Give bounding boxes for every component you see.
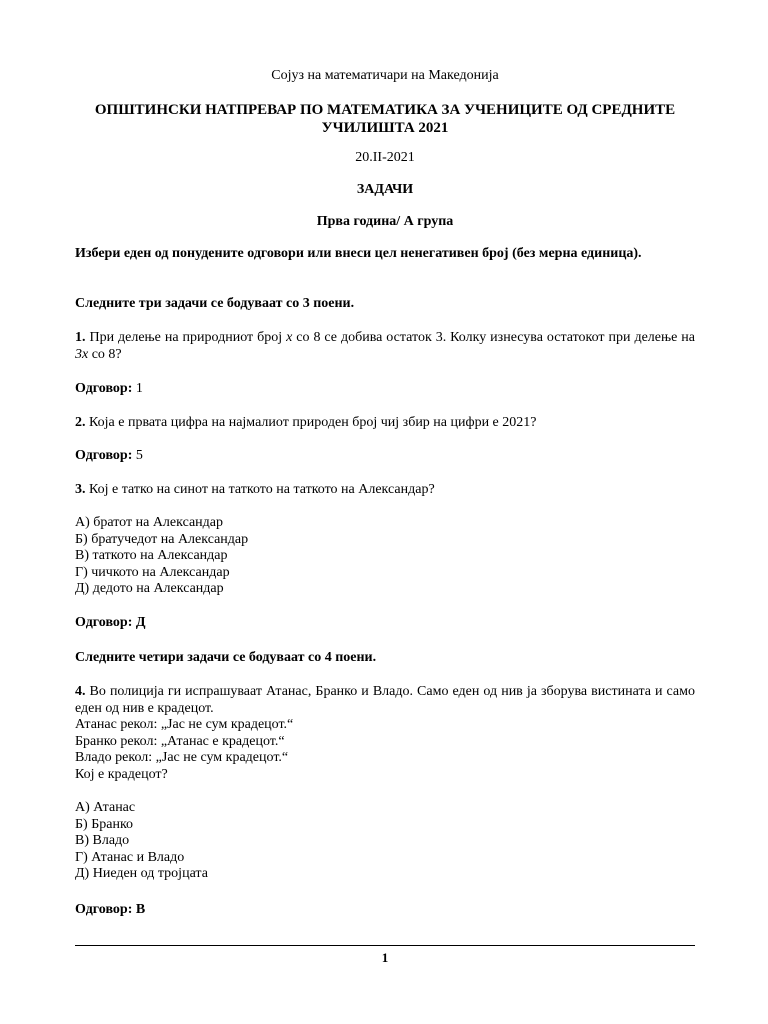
statement-atanas: Атанас рекол: „Јас не сум крадецот.“ [75, 717, 294, 732]
group-heading: Прва година/ А група [316, 214, 454, 229]
math-expression: 3x [75, 346, 89, 362]
footer-divider [75, 945, 695, 946]
option-b: Б) братучедот на Александар [75, 531, 249, 547]
answer-value: Д [135, 615, 146, 630]
problem-number: 2. [75, 415, 86, 430]
statement-branko: Бранко рекол: „Атанас е крадецот.“ [75, 733, 285, 749]
answer-value: В [135, 902, 146, 917]
option-d: Д) дедото на Александар [75, 581, 224, 596]
question-line: Кој е крадецот? [75, 766, 168, 782]
page-number: 1 [381, 950, 389, 965]
problem-3-options [75, 515, 695, 598]
problem-2: 2. Која е првата цифра на најмалиот природен број чиј збир на цифри е 2021? [75, 415, 537, 430]
option-a: А) братот на Александар [75, 515, 224, 530]
option-v: В) Владо [75, 833, 130, 848]
section-heading: ЗАДАЧИ [356, 182, 414, 197]
points-note-4: Следните четири задачи се бодуваат со 4 поени. [75, 650, 377, 665]
organization-name: Сојуз на математичари на Македонија [271, 68, 499, 83]
answer-4 [75, 902, 695, 919]
answer-3 [75, 615, 695, 632]
problem-4-options [75, 800, 695, 883]
instruction-text: Избери еден од понудените одговори или внеси цел ненегативен број (без мерна единица). [75, 246, 642, 261]
document-page [75, 0, 695, 1024]
answer-value: 1 [135, 381, 143, 396]
answer-2 [75, 448, 695, 465]
problem-number: 1. [75, 330, 86, 345]
option-b: Б) Бранко [75, 816, 134, 832]
problem-4: 4. Во полиција ги испрашуваат Атанас, Бранко и Владо. Само еден од нив ја зборува вистината и само еден од нив е крадецот. [75, 684, 695, 716]
math-variable: x [286, 330, 293, 345]
competition-title: ОПШТИНСКИ НАТПРЕВАР ПО МАТЕМАТИКА ЗА УЧЕНИЦИТЕ ОД СРЕДНИТЕ УЧИЛИШТА 2021 [94, 102, 676, 136]
points-note-3: Следните три задачи се бодуваат со 3 поени. [75, 296, 355, 311]
problem-4-statements [75, 717, 695, 783]
option-d: Д) Ниеден од тројцата [75, 866, 208, 881]
answer-label: Одговор: [75, 381, 133, 396]
competition-date: 20.II-2021 [355, 150, 415, 165]
option-a: А) Атанас [75, 800, 136, 815]
problem-3: 3. Кој е татко на синот на таткото на таткото на Александар? [75, 482, 435, 497]
answer-value: 5 [135, 448, 143, 463]
answer-label: Одговор: [75, 448, 133, 463]
answer-1 [75, 381, 695, 398]
option-g: Г) чичкото на Александар [75, 564, 230, 580]
problem-number: 3. [75, 482, 86, 497]
problem-number: 4. [75, 684, 86, 699]
statement-vlado: Владо рекол: „Јас не сум крадецот.“ [75, 750, 289, 765]
option-g: Г) Атанас и Владо [75, 849, 185, 865]
answer-label: Одговор: [75, 615, 133, 630]
answer-label: Одговор: [75, 902, 133, 917]
option-v: В) таткото на Александар [75, 548, 228, 563]
problem-1: 1. При делење на природниот број x со 8 се добива остаток 3. Колку изнесува остатокот при делење на 3x со 8? [75, 330, 695, 362]
